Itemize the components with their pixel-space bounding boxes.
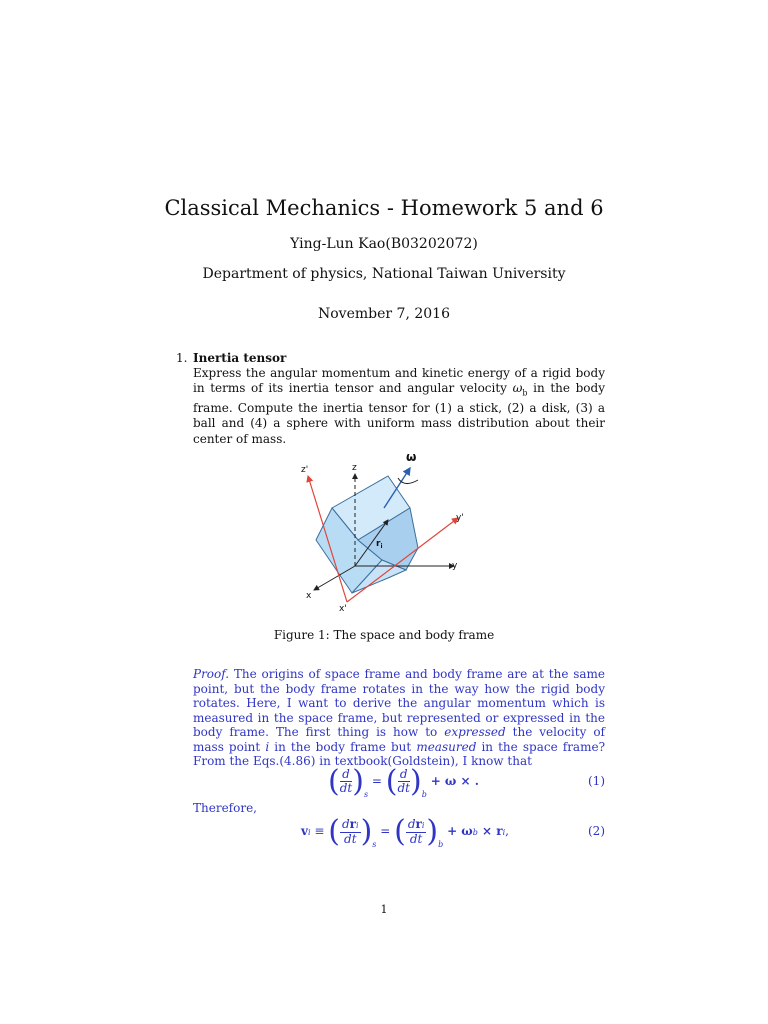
eq2-tail-sub2: i (502, 828, 506, 837)
y-label: y (452, 561, 458, 571)
figure-caption: Figure 1: The space and body frame (273, 628, 495, 642)
eq2-den-right: dt (409, 831, 423, 846)
equation-2: vi ≡ ( $\frac{\text{dri}}{dt}$ )$_s$ = ( $\frac{\text{dri}}{dt}$ )$_b + \omega b$ × ri, (301, 814, 509, 849)
eq2-tail-c: , (505, 824, 509, 838)
eq2-lhs-sub: i (307, 828, 311, 837)
problem-text-1: Express the angular momentum and kinetic energy of a rigid body in terms of its inertia tensor and angular velocity (193, 366, 605, 396)
problem-number: 1. (176, 351, 188, 365)
equation-1-number: (1) (588, 774, 605, 788)
eq2-tail-sub: b (472, 828, 478, 837)
x-prime-label: x' (339, 604, 347, 614)
therefore-text: Therefore, (193, 801, 257, 815)
x-label: x (306, 591, 312, 601)
proof-label: Proof. (193, 667, 230, 681)
omega-symbol: ω (512, 381, 523, 396)
z-label: z (352, 463, 357, 473)
proof-expressed: expressed (444, 725, 506, 739)
eq1-tail: + ω × . (430, 774, 479, 788)
proof-paragraph (193, 667, 605, 769)
equation-1: ( $\frac{d}{dt}$ )$_s$ = ( $\frac{d}{dt}$ )$_b + \omega$ × . (328, 764, 479, 799)
proof-i: i (265, 739, 270, 754)
eq1-denominator-2: dt (397, 781, 411, 795)
proof-text-4: in the space frame? From the Eqs.(4.86) in textbook(Goldstein), I know that (193, 739, 605, 768)
space-body-frame-figure (292, 448, 478, 618)
eq2-tail-a: + ω (447, 824, 473, 838)
department-line: Department of physics, National Taiwan University (202, 266, 566, 282)
problem-text-2: in the body frame. Compute the inertia tensor for (1) a stick, (2) a disk, (3) a ball and (4) a sphere with uniform mass distribution about their center of mass. (193, 381, 605, 446)
eq1-sub-b: b (421, 790, 427, 799)
page-title: Classical Mechanics - Homework 5 and 6 (164, 196, 604, 220)
eq1-denominator: dt (339, 781, 353, 795)
eq2-tail-b: × r (477, 824, 503, 838)
proof-text-3: in the body frame but (269, 739, 417, 754)
eq2-den-left: dt (344, 831, 357, 846)
date-line: November 7, 2016 (318, 306, 450, 322)
eq2-sub-s: s (372, 840, 377, 849)
eq1-numerator: d (340, 768, 353, 782)
eq2-lhs: v (301, 824, 308, 838)
eq1-sub-s: s (363, 790, 369, 799)
eq1-numerator-2: d (398, 768, 411, 782)
eq1-equals: = (371, 774, 382, 788)
equation-2-number: (2) (588, 824, 605, 838)
eq2-num-right: dri (407, 816, 425, 831)
omega-subscript: b (522, 388, 528, 398)
eq2-num-right-sub: i (421, 820, 425, 830)
proof-text-2: the velocity of mass point (193, 725, 605, 754)
eq2-num-left: dri (341, 816, 359, 831)
page-number: 1 (380, 903, 388, 916)
y-prime-label: y' (456, 513, 464, 523)
proof-text-1: The origins of space frame and body frame are at the same point, but the body frame rotates in the way how the rigid body rotates. Here, I want to derive the angular momentum which is measured in the space frame, but represented or expressed in the body frame. The first thing is how to (193, 667, 605, 739)
author-line: Ying-Lun Kao(B03202072) (290, 236, 478, 252)
z-prime-label: z' (301, 465, 309, 475)
r-i-label-main: r (376, 539, 381, 549)
problem-statement (193, 366, 605, 447)
eq2-equiv: ≡ (314, 824, 325, 838)
problem-heading: Inertia tensor (193, 351, 287, 365)
eq2-sub-b: b (438, 840, 444, 849)
eq2-num-left-sub: i (356, 820, 359, 830)
omega-label: ω (406, 450, 417, 464)
r-i-label-sub: i (380, 543, 383, 550)
eq2-equals: = (380, 824, 391, 838)
proof-measured: measured (416, 739, 477, 754)
